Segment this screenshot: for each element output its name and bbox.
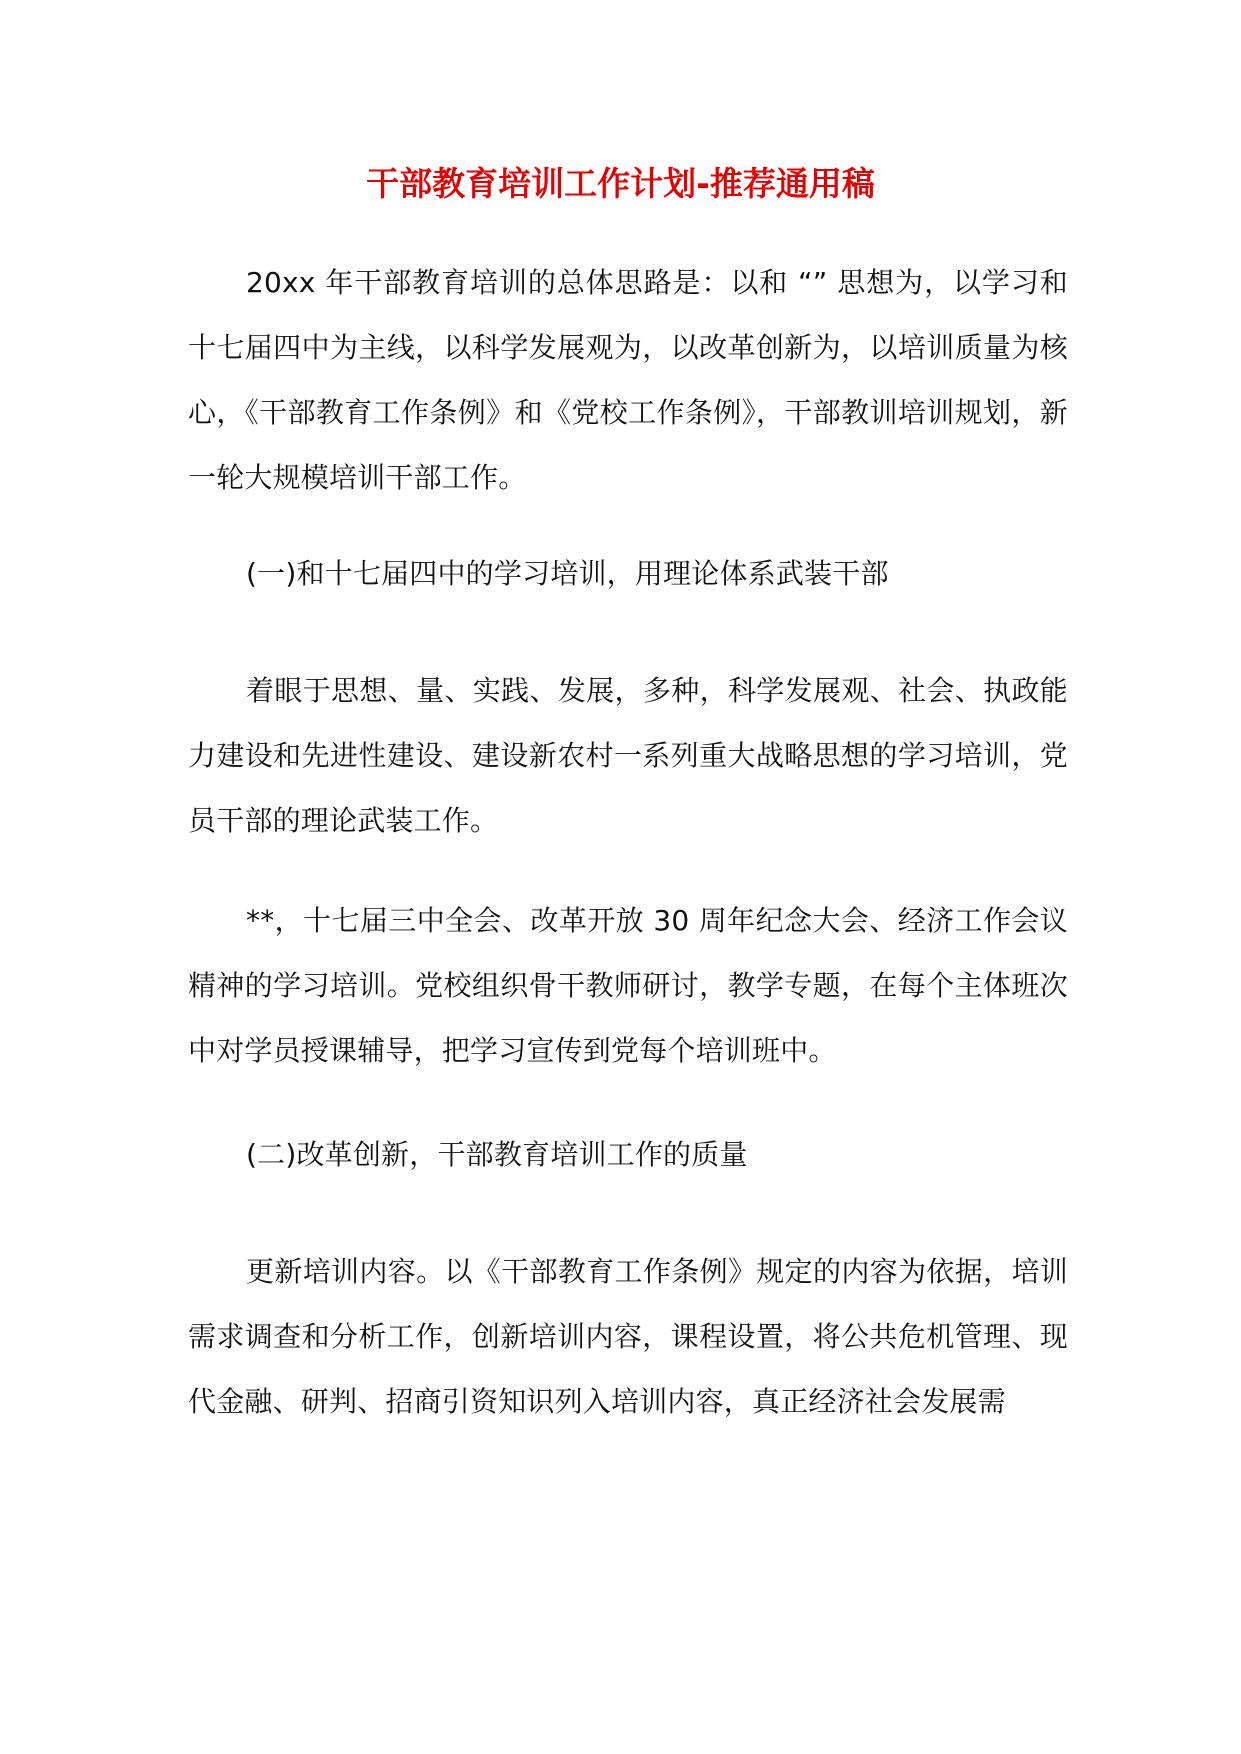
paragraph-theory-study: 着眼于思想、量、实践、发展，多种，科学发展观、社会、执政能力建设和先进性建设、建设新农村一系列重大战略思想的学习培训，党员干部的理论武装工作。 — [188, 674, 1068, 837]
section-heading-1: (一)和十七届四中的学习培训，用理论体系武装干部 — [246, 557, 889, 590]
paragraph-plenary-study: **，十七届三中全会、改革开放 30 周年纪念大会、经济工作会议精神的学习培训。党校组织骨干教师研讨，教学专题，在每个主体班次中对学员授课辅导，把学习宣传到党每个培训班中。 — [188, 904, 1068, 1067]
section-heading-2: (二)改革创新，干部教育培训工作的质量 — [246, 1138, 748, 1171]
document-title: 干部教育培训工作计划-推荐通用稿 — [366, 164, 875, 203]
paragraph-training-content: 更新培训内容。以《干部教育工作条例》规定的内容为依据，培训需求调查和分析工作，创新培训内容，课程设置，将公共危机管理、现代金融、研判、招商引资知识列入培训内容，真正经济社会发展需 — [188, 1255, 1068, 1418]
paragraph-overall-approach: 20xx 年干部教育培训的总体思路是：以和 “” 思想为，以学习和十七届四中为主线，以科学发展观为，以改革创新为，以培训质量为核心，《干部教育工作条例》和《党校工作条例》，干部教训培训规划，新一轮大规模培训干部工作。 — [188, 266, 1068, 494]
